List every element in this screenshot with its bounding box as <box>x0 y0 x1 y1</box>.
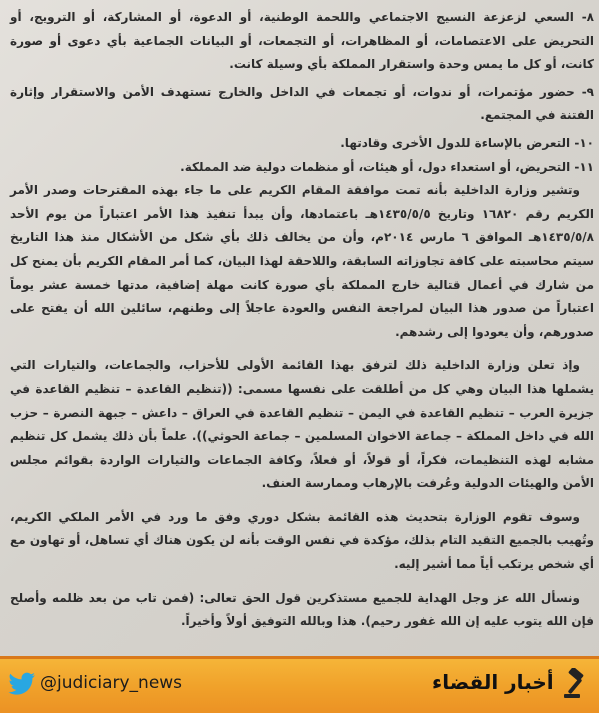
clause-8: ٨- السعي لزعزعة النسيج الاجتماعي واللحمة الوطنية، أو الدعوة، أو المشاركة، أو الترويج، أو التحريض على الاعتصامات، أو المظاهرات، أو التجمعات، أو البيانات الجماعية بأي دعوى أو صورة كانت، أو كل ما يمس وحدة واستقرار المملكة بأي وسيلة كانت. <box>10 10 594 72</box>
watermark-banner <box>0 656 599 713</box>
list-update-paragraph: وسوف تقوم الوزارة بتحديث هذه القائمة بشكل دوري وفق ما ورد في الأمر الملكي الكريم، وتُهيب بالجميع التقيد التام بذلك، مؤكدة في نفس الوقت بأنه لن يكون هناك أي تساهل، أو تهاون مع أي شخص يرتكب أياً مما أشير إليه. <box>10 509 594 572</box>
brand-name: أخبار القضاء <box>432 670 554 694</box>
closing-paragraph: ونسأل الله عز وجل الهداية للجميع مستذكرين قول الحق تعالى: (فمن تاب من بعد ظلمه وأصلح فإن الله يتوب عليه إن الله غفور رحيم). هذا وبالله التوفيق أولاً وأخيراً. <box>10 590 594 629</box>
twitter-bird-icon <box>8 672 36 696</box>
clause-9: ٩- حضور مؤتمرات، أو ندوات، أو تجمعات في الداخل والخارج تستهدف الأمن والاستقرار وإثارة الفتنة في المجتمع. <box>10 84 594 123</box>
gavel-icon <box>560 668 592 700</box>
banner-top-stripe <box>0 656 599 659</box>
clause-10: ١٠- التعرض بالإساءة للدول الأخرى وقادتها. <box>340 135 594 150</box>
ministry-announcement-paragraph: وتشير وزارة الداخلية بأنه تمت موافقة المقام الكريم على ما جاء بهذه المقترحات وصدر الأمر الكريم رقم ١٦٨٢٠ وتاريخ ١٤٣٥/٥/٥هـ باعتمادها، وأن يبدأ تنفيذ هذا الأمر اعتباراً من يوم الأحد ١٤٣٥/٥/٨هـ الموافق ٦ مارس ٢٠١٤م، وأن من يخالف ذلك بأي شكل من الأشكال منذ هذا التاريخ سيتم محاسبته على كافة تجاوزاته السابقة، واللاحقة لهذا البيان، كما أمر المقام الكريم بأن يمنح كل من شارك في أعمال قتالية خارج المملكة بأي صورة كانت مهلة إضافية، مدتها خمسة عشر يوماً اعتباراً من صدور هذا البيان لمراجعة النفس والعودة عاجلاً إلى وطنهم، سائلين الله أن يفتح على صدورهم، وأن يعودوا إلى رشدهم. <box>10 183 594 339</box>
clause-11: ١١- التحريض، أو استعداء دول، أو هيئات، أو منظمات دولية ضد المملكة. <box>180 159 594 174</box>
document-body <box>10 6 594 654</box>
organizations-list-paragraph: وإذ تعلن وزارة الداخلية ذلك لترفق بهذا القائمة الأولى للأحزاب، والجماعات، والتيارات التي يشملها هذا البيان وهي كل من أطلقت على نفسها مسمى: ((تنظيم القاعدة – تنظيم القاعدة في جزيرة العرب – تنظيم القاعدة في اليمن – تنظيم القاعدة في العراق – داعش – جبهة النصرة – حزب الله في داخل المملكة – جماعة الاخوان المسلمين – جماعة الحوثي)). علماً بأن ذلك يشمل كل تنظيم مشابه لهذه التنظيمات، فكراً، أو قولاً، أو فعلاً، وكافة الجماعات والتيارات الواردة بقوائم مجلس الأمن والهيئات الدولية وعُرفت بالإرهاب وممارسة العنف. <box>10 358 594 491</box>
twitter-handle: @judiciary_news <box>40 673 183 693</box>
